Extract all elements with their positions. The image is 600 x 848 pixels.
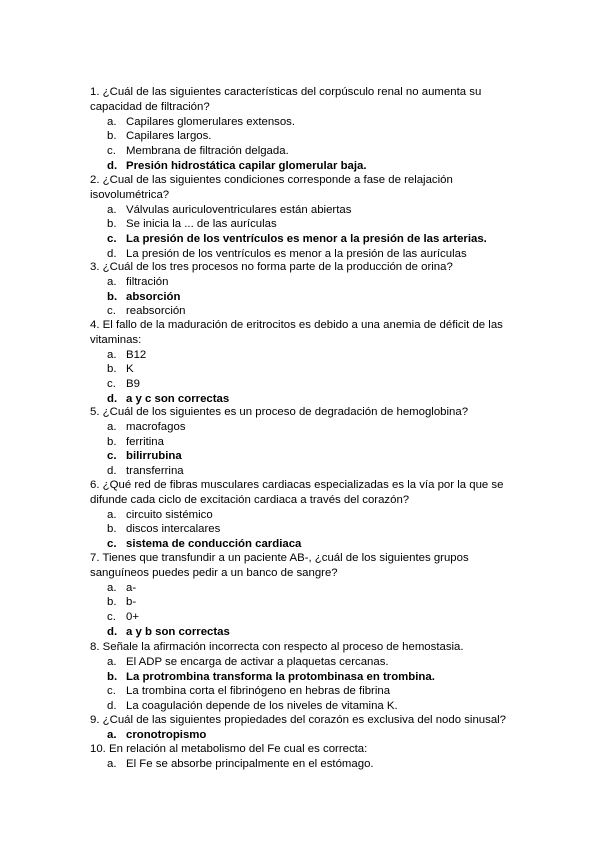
question-5-text: 5. ¿Cuál de los siguientes es un proceso de degradación de hemoglobina? [90,406,469,418]
option-text: La coagulación depende de los niveles de vitamina K. [126,699,398,712]
question-8-option-c [107,684,390,699]
question-1-text: 1. ¿Cuál de las siguientes características del corpúsculo renal no aumenta su capacidad de filtración? [90,86,482,113]
option-text: B9 [126,377,140,390]
option-letter: d. [107,159,118,172]
question-4-option-b [107,362,134,377]
option-text: La presión de los ventrículos es menor a la presión de las aurículas [126,247,467,260]
option-text: La protrombina transforma la protombinasa en trombina. [126,670,435,683]
option-letter: c. [107,537,117,550]
question-4-option-d [107,392,229,407]
question-2-option-a [107,203,351,218]
option-text: Se inicia la ... de las aurículas [126,218,277,231]
option-text: b- [126,596,137,609]
question-1-option-c [107,144,289,159]
question-8-option-d [107,699,398,714]
option-text: discos intercalares [126,523,221,536]
question-5-option-b [107,435,164,450]
option-text: Membrana de filtración delgada. [126,144,289,157]
question-6-option-a [107,508,213,523]
option-text: K [126,363,134,376]
option-letter: b. [107,670,118,683]
question-9-option-a [107,728,206,743]
option-letter: c. [107,232,117,245]
question-9-text: 9. ¿Cuál de las siguientes propiedades del corazón es exclusiva del nodo sinusal? [90,714,507,726]
option-letter: b. [107,596,117,609]
question-3-option-c [107,304,186,319]
option-text: sistema de conducción cardiaca [126,537,302,550]
option-text: transferrina [126,464,184,477]
option-letter: a. [107,203,117,216]
question-3-option-a [107,275,168,290]
option-text: 0+ [126,610,139,623]
option-letter: b. [107,290,118,303]
option-letter: d. [107,247,117,260]
question-4-text: 4. El fallo de la maduración de eritrocitos es debido a una anemia de déficit de las vitaminas: [90,319,503,346]
option-text: circuito sistémico [126,508,213,521]
question-5-option-a [107,420,186,435]
option-text: a- [126,581,137,594]
question-3-text: 3. ¿Cuál de los tres procesos no forma parte de la producción de orina? [90,261,453,273]
question-10-option-a [107,757,374,772]
question-7-option-c [107,610,139,625]
question-2-option-b [107,217,277,232]
option-letter: a. [107,758,117,771]
question-10-text: 10. En relación al metabolismo del Fe cual es correcta: [90,743,368,755]
question-8-option-b [107,670,435,685]
question-6-option-c [107,537,301,552]
option-letter: a. [107,508,117,521]
option-text: B12 [126,348,147,361]
option-letter: c. [107,610,116,623]
option-letter: d. [107,392,118,405]
option-text: macrofagos [126,421,186,434]
question-4-option-c [107,377,140,392]
option-letter: b. [107,435,117,448]
option-letter: c. [107,450,117,463]
option-text: El Fe se absorbe principalmente en el estómago. [126,758,374,771]
option-letter: b. [107,363,117,376]
question-2-text: 2. ¿Cual de las siguientes condiciones corresponde a fase de relajación isovolumétrica? [90,174,453,201]
question-5-option-d [107,464,184,479]
question-7-option-a [107,581,136,596]
option-letter: d. [107,699,117,712]
option-text: Capilares largos. [126,130,212,143]
question-1-option-a [107,115,295,130]
question-2-option-d [107,247,467,262]
question-4-option-a [107,348,146,363]
option-letter: a. [107,729,117,742]
option-letter: b. [107,218,117,231]
option-letter: a. [107,421,117,434]
option-text: a y b son correctas [126,625,230,638]
option-letter: a. [107,276,117,289]
question-6-text: 6. ¿Qué red de fibras musculares cardiacas especializadas es la vía por la que se difunde cada ciclo de excitación cardiaca a través del corazón? [90,479,504,506]
question-5-option-c [107,449,182,464]
option-text: Válvulas auriculoventriculares están abiertas [126,203,352,216]
option-text: La presión de los ventrículos es menor a la presión de las arterias. [126,232,487,245]
option-text: reabsorción [126,305,186,318]
option-letter: c. [107,377,116,390]
question-6-option-b [107,522,220,537]
option-text: bilirrubina [126,450,182,463]
option-text: La trombina corta el fibrinógeno en hebras de fibrina [126,685,391,698]
question-8-option-a [107,655,389,670]
option-text: filtración [126,276,169,289]
option-letter: a. [107,581,117,594]
option-text: El ADP se encarga de activar a plaquetas cercanas. [126,656,389,669]
question-3-option-b [107,290,180,305]
option-letter: a. [107,656,117,669]
option-letter: a. [107,348,117,361]
option-text: cronotropismo [126,729,207,742]
option-letter: c. [107,685,116,698]
question-1-option-d [107,159,367,174]
option-text: a y c son correctas [126,392,230,405]
question-1-option-b [107,129,211,144]
option-letter: a. [107,115,117,128]
option-letter: d. [107,464,117,477]
option-letter: b. [107,523,117,536]
question-7-text: 7. Tienes que transfundir a un paciente AB-, ¿cuál de los siguientes grupos sanguíneos puedes pedir a un banco de sangre? [90,552,469,579]
question-8-text: 8. Señale la afirmación incorrecta con respecto al proceso de hemostasia. [90,641,464,653]
option-letter: b. [107,130,117,143]
option-letter: c. [107,305,116,318]
option-text: Capilares glomerulares extensos. [126,115,296,128]
option-letter: d. [107,625,118,638]
option-text: ferritina [126,435,164,448]
option-text: absorción [126,290,181,303]
option-text: Presión hidrostática capilar glomerular baja. [126,159,367,172]
question-7-option-b [107,595,136,610]
option-letter: c. [107,144,116,157]
question-7-option-d [107,625,230,640]
question-2-option-c [107,232,487,247]
